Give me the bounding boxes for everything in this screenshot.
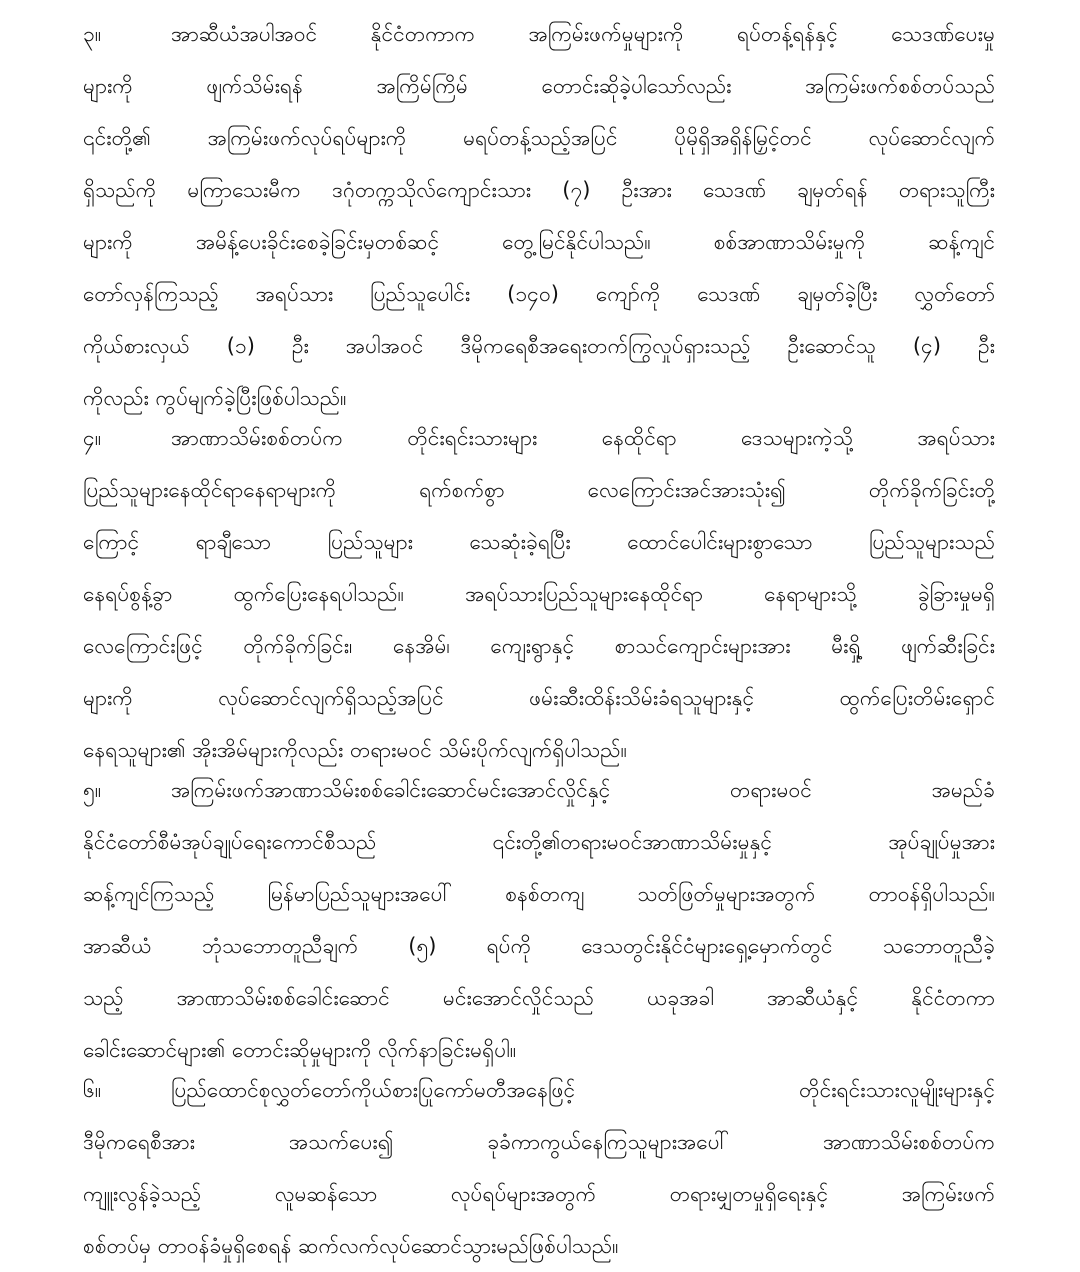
paragraph-line: နေရပ်စွန့်ခွာ ထွက်ပြေးနေရပါသည်။ အရပ်သားပြည်သူများနေထိုင်ရာ နေရာများသို့ ခွဲခြားမှုမရှိ <box>83 582 995 606</box>
paragraph-5 <box>83 764 995 1076</box>
paragraph-line: ကိုယ်စားလှယ် (၁) ဦး အပါအဝင် ဒီမိုကရေစီအရေးတက်ကြွလှုပ်ရှားသည့် ဦးဆောင်သူ (၄) ဦး <box>83 334 995 358</box>
paragraph-text: အကြမ်းဖက်အာဏာသိမ်းစစ်ခေါင်းဆောင်မင်းအောင်လှိုင်နှင့် တရားမဝင် အမည်ခံ <box>171 778 995 802</box>
paragraph-line: များကို ဖျက်သိမ်းရန် အကြိမ်ကြိမ် တောင်းဆိုခဲ့ပါသော်လည်း အကြမ်းဖက်စစ်တပ်သည် <box>83 74 995 98</box>
paragraph-line: များကို အမိန့်ပေးခိုင်းစေခဲ့ခြင်းမှတစ်ဆင့် တွေ့မြင်နိုင်ပါသည်။ စစ်အာဏာသိမ်းမှုကို ဆန့်ကျင် <box>83 230 995 254</box>
paragraph-line: ၎င်းတို့၏ အကြမ်းဖက်လုပ်ရပ်များကို မရပ်တန့်သည့်အပြင် ပိုမိုရှိအရှိန်မြှင့်တင် လုပ်ဆောင်လျက် <box>83 126 995 150</box>
paragraph-number: ၆။ <box>83 1078 102 1102</box>
paragraph-line <box>83 1064 995 1116</box>
paragraph-line <box>83 8 995 60</box>
paragraph-number: ၃။ <box>83 22 102 46</box>
paragraph-line <box>83 412 995 464</box>
paragraph-line: ကျူးလွန်ခဲ့သည့် လူမဆန်သော လုပ်ရပ်များအတွက် တရားမျှတမှုရှိရေးနှင့် အကြမ်းဖက် <box>83 1182 995 1206</box>
paragraph-line: ဆန့်ကျင်ကြသည့် မြန်မာပြည်သူများအပေါ် စနစ်တကျ သတ်ဖြတ်မှုများအတွက် တာဝန်ရှိပါသည်။ <box>83 882 995 906</box>
paragraph-line <box>83 764 995 816</box>
paragraph-line: သည့် အာဏာသိမ်းစစ်ခေါင်းဆောင် မင်းအောင်လှိုင်သည် ယခုအခါ အာဆီယံနှင့် နိုင်ငံတကာ <box>83 986 995 1010</box>
paragraph-text: အာဏာသိမ်းစစ်တပ်က တိုင်းရင်းသားများ နေထိုင်ရာ ဒေသများကဲ့သို့ အရပ်သား <box>171 426 995 450</box>
paragraph-line: လေကြောင်းဖြင့် တိုက်ခိုက်ခြင်း၊ နေအိမ်၊ ကျေးရွာနှင့် စာသင်ကျောင်းများအား မီးရှို့ ဖျက်ဆီးခြင်း <box>83 634 995 658</box>
paragraph-line: များကို လုပ်ဆောင်လျက်ရှိသည့်အပြင် ဖမ်းဆီးထိန်းသိမ်းခံရသူများနှင့် ထွက်ပြေးတိမ်းရှောင် <box>83 686 995 710</box>
paragraph-line: ရှိသည်ကို မကြာသေးမီက ဒဂုံတက္ကသိုလ်ကျောင်းသား (၇) ဦးအား သေဒဏ် ချမှတ်ရန် တရားသူကြီး <box>83 178 995 202</box>
paragraph-line: တော်လှန်ကြသည့် အရပ်သား ပြည်သူပေါင်း (၁၄၀) ကျော်ကို သေဒဏ် ချမှတ်ခဲ့ပြီး လွှတ်တော် <box>83 282 995 306</box>
paragraph-text: ပြည်ထောင်စုလွှတ်တော်ကိုယ်စားပြုကော်မတီအနေဖြင့် တိုင်းရင်းသားလူမျိုးများနှင့် <box>171 1078 995 1102</box>
paragraph-line: ကြောင့် ရာချီသော ပြည်သူများ သေဆုံးခဲ့ရပြီး ထောင်ပေါင်းများစွာသော ပြည်သူများသည် <box>83 530 995 554</box>
paragraph-3 <box>83 8 995 424</box>
paragraph-4 <box>83 412 995 776</box>
paragraph-6 <box>83 1064 995 1272</box>
paragraph-line: ဒီမိုကရေစီအား အသက်ပေး၍ ခုခံကာကွယ်နေကြသူများအပေါ် အာဏာသိမ်းစစ်တပ်က <box>83 1130 995 1154</box>
paragraph-line: နေရသူများ၏ အိုးအိမ်များကိုလည်း တရားမဝင် သိမ်းပိုက်လျက်ရှိပါသည်။ <box>83 738 627 762</box>
paragraph-line: ကိုလည်း ကွပ်မျက်ခဲ့ပြီးဖြစ်ပါသည်။ <box>83 386 347 410</box>
paragraph-line: စစ်တပ်မှ တာဝန်ခံမှုရှိစေရန် ဆက်လက်လုပ်ဆောင်သွားမည်ဖြစ်ပါသည်။ <box>83 1234 619 1258</box>
paragraph-number: ၄။ <box>83 426 102 450</box>
paragraph-line: အာဆီယံ ဘုံသဘောတူညီချက် (၅) ရပ်ကို ဒေသတွင်းနိုင်ငံများရှေ့မှောက်တွင် သဘောတူညီခဲ့ <box>83 934 995 958</box>
paragraph-line: ပြည်သူများနေထိုင်ရာနေရာများကို ရက်စက်စွာ လေကြောင်းအင်အားသုံး၍ တိုက်ခိုက်ခြင်းတို့ <box>83 478 995 502</box>
paragraph-text: အာဆီယံအပါအဝင် နိုင်ငံတကာက အကြမ်းဖက်မှုများကို ရပ်တန့်ရန်နှင့် သေဒဏ်ပေးမှု <box>171 22 995 46</box>
paragraph-line: ခေါင်းဆောင်များ၏ တောင်းဆိုမှုများကို လိုက်နာခြင်းမရှိပါ။ <box>83 1038 517 1062</box>
paragraph-number: ၅။ <box>83 778 102 802</box>
paragraph-line: နိုင်ငံတော်စီမံအုပ်ချုပ်ရေးကောင်စီသည် ၎င်းတို့၏တရားမဝင်အာဏာသိမ်းမှုနှင့် အုပ်ချုပ်မှုအား <box>83 830 995 854</box>
